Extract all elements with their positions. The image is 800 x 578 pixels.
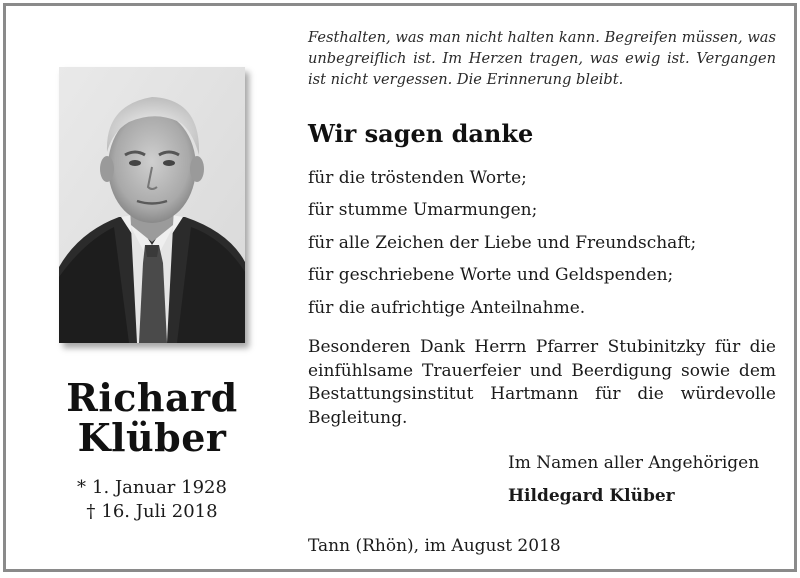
signer-name: Hildegard Klüber (508, 486, 675, 506)
list-item: für stumme Umarmungen; (308, 200, 538, 221)
signoff-line: Im Namen aller Angehörigen (508, 453, 760, 473)
list-item: für die aufrichtige Anteilnahme. (308, 297, 586, 318)
birth-date: 1. Januar 1928 (92, 477, 227, 498)
signoff (508, 448, 759, 511)
list-item: für alle Zeichen der Liebe und Freundschaft; (308, 232, 697, 253)
death-date: 16. Juli 2018 (101, 501, 218, 522)
place-date: Tann (Rhön), im August 2018 (308, 536, 561, 556)
list-item: für geschriebene Worte und Geldspenden; (308, 265, 674, 286)
thanks-heading: Wir sagen danke (308, 119, 534, 148)
list-item: für die tröstenden Worte; (308, 168, 527, 188)
death-line (46, 500, 258, 524)
birth-symbol: * (77, 477, 87, 498)
deceased-name (36, 375, 268, 460)
cross-icon: † (86, 501, 96, 522)
birth-line (46, 476, 258, 500)
portrait-image (59, 67, 245, 343)
first-name: Richard (66, 375, 238, 420)
obituary-card (3, 3, 797, 572)
thanks-list (308, 162, 778, 324)
special-thanks: Besonderen Dank Herrn Pfarrer Stubinitzky für die einfühlsame Trauerfeier und Beerdigung sowie dem Bestattungsinstitut Hartmann für die würdevolle Begleitung. (308, 337, 776, 428)
life-dates (46, 476, 258, 524)
last-name: Klüber (77, 415, 227, 460)
memorial-quote: Festhalten, was man nicht halten kann. Begreifen müssen, was unbegreiflich ist. Im Herzen tragen, was ewig ist. Vergangen ist nicht vergessen. Die Erinnerung bleibt. (308, 29, 776, 88)
portrait-photo (59, 67, 245, 343)
